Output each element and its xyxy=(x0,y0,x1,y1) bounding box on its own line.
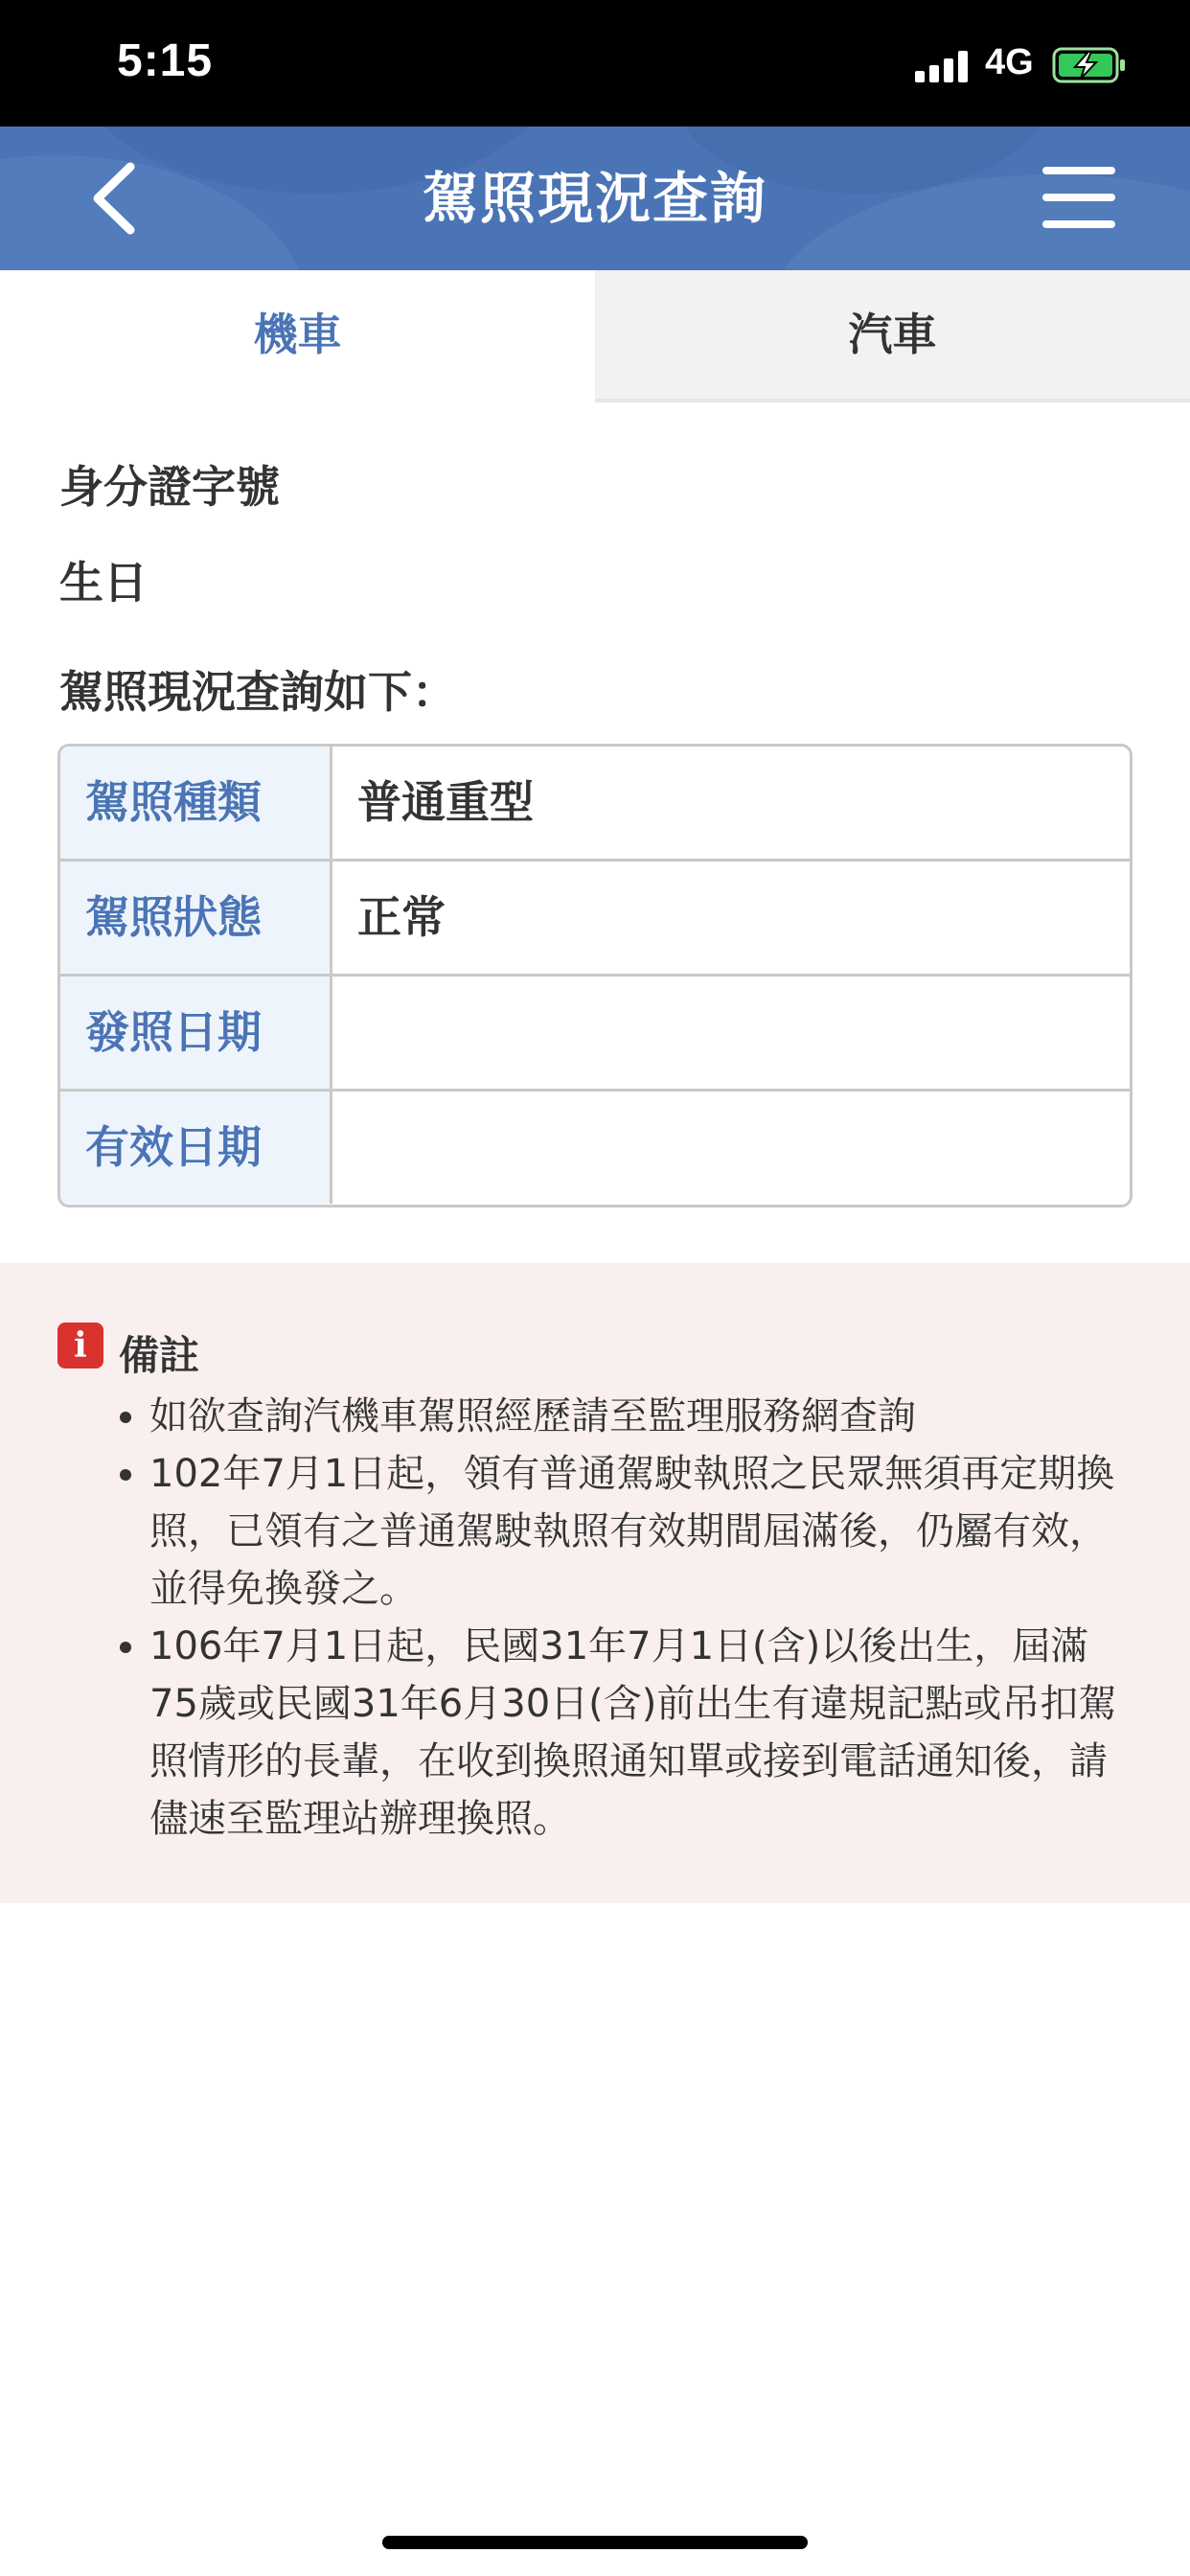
notes-list xyxy=(96,1388,1131,1848)
table-value-cell xyxy=(332,977,1130,1089)
table-header-cell: 駕照種類 xyxy=(60,747,332,859)
hamburger-menu-icon[interactable] xyxy=(1035,161,1121,236)
table-header-cell: 有效日期 xyxy=(60,1092,332,1204)
table-header-cell: 發照日期 xyxy=(60,977,332,1089)
table-row-expiry-date xyxy=(60,1092,1130,1207)
birthday-label: 生日 xyxy=(59,557,148,609)
table-row-license-type xyxy=(60,747,1130,862)
table-header-cell: 駕照狀態 xyxy=(60,862,332,974)
note-item: • 102年7月1日起，領有普通駕駛執照之民眾無須再定期換照，已領有之普通駕駛執照有效期間屆滿後，仍屬有效，並得免換發之。 xyxy=(149,1445,1131,1618)
status-bar xyxy=(0,0,1190,126)
notes-title: 備註 xyxy=(119,1332,200,1379)
table-value-cell xyxy=(332,1092,1130,1204)
tab-motorcycle[interactable]: 機車 xyxy=(0,270,595,402)
note-item: • 106年7月1日起，民國31年7月1日(含)以後出生，屆滿75歲或民國31年6月30日(含)前出生有違規記點或吊扣駕照情形的長輩，在收到換照通知單或接到電話通知後，請儘速至監理站辦理換照。 xyxy=(149,1618,1131,1848)
battery-charging-icon xyxy=(1052,46,1127,84)
notes-panel xyxy=(0,1263,1190,1903)
table-value-cell: 普通重型 xyxy=(357,776,534,828)
signal-strength-icon xyxy=(915,50,971,82)
license-status-table xyxy=(57,744,1133,1208)
info-icon: i xyxy=(57,1322,103,1368)
page-title: 駕照現況查詢 xyxy=(422,166,767,231)
result-heading: 駕照現況查詢如下： xyxy=(59,666,456,718)
table-row-issue-date xyxy=(60,977,1130,1092)
status-time: 5:15 xyxy=(117,35,214,86)
table-value-cell: 正常 xyxy=(357,891,446,943)
table-row-license-status xyxy=(60,862,1130,977)
tab-car[interactable]: 汽車 xyxy=(595,270,1190,402)
note-item: • 如欲查詢汽機車駕照經歷請至監理服務網查詢 xyxy=(149,1388,1131,1445)
network-type: 4G xyxy=(985,42,1034,82)
home-indicator[interactable] xyxy=(382,2536,808,2549)
id-number-label: 身分證字號 xyxy=(59,461,280,513)
vehicle-tabs xyxy=(0,270,1190,402)
app-header xyxy=(0,126,1190,270)
